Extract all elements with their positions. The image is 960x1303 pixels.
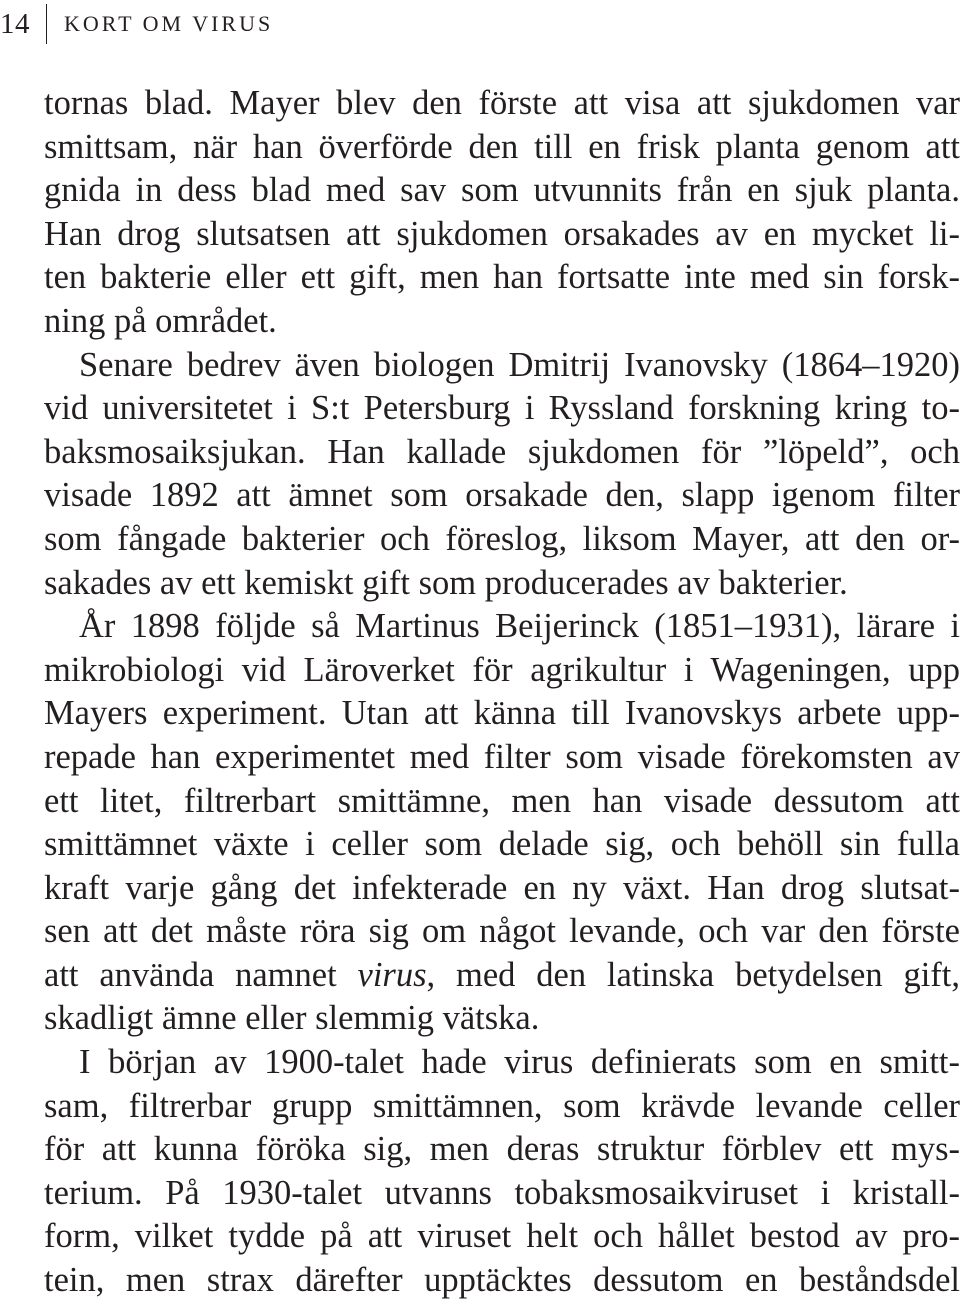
text-line: sakades av ett kemiskt gift som producerades av bakterier.	[44, 563, 848, 602]
text-line: Mayers experiment. Utan att känna till Ivanovskys arbete upp-	[44, 694, 960, 733]
text-line: visade 1892 att ämnet som orsakade den, slapp igenom filter	[44, 476, 960, 515]
text-line: ett litet, filtrerbart smittämne, men han visade dessutom att	[44, 781, 960, 820]
text-line: tornas blad. Mayer blev den förste att visa att sjukdomen var	[44, 84, 960, 122]
text-line: skadligt ämne eller slemmig vätska.	[44, 999, 540, 1038]
text-line: tein, men strax därefter upptäcktes dessutom en beståndsdel	[44, 1261, 960, 1300]
body-text	[44, 82, 960, 1303]
text-line	[44, 954, 960, 998]
text-line: för att kunna föröka sig, men deras struktur förblev ett mys-	[44, 1130, 960, 1169]
text-line: form, vilket tydde på att viruset helt och hållet bestod av pro-	[44, 1217, 960, 1256]
text-line: ten bakterie eller ett gift, men han fortsatte inte med sin forsk-	[44, 258, 960, 297]
page-header	[0, 4, 273, 44]
text-line: Han drog slutsatsen att sjukdomen orsakades av en mycket li-	[44, 214, 960, 253]
text-line: mikrobiologi vid Läroverket för agrikultur i Wageningen, upp	[44, 650, 960, 689]
text-line: ning på området.	[44, 301, 277, 340]
text-line: gnida in dess blad med sav som utvunnits från en sjuk planta.	[44, 171, 960, 210]
page-number: 14	[0, 8, 30, 40]
text-line: sen att det måste röra sig om något levande, och var den förste	[44, 912, 960, 951]
text-line: som fångade bakterier och föreslog, liksom Mayer, att den or-	[44, 519, 960, 558]
text-span: , med den latinska betydelsen gift,	[426, 955, 960, 994]
text-line: I början av 1900-talet hade virus definierats som en smitt-	[79, 1043, 960, 1082]
text-line: smittsam, när han överförde den till en frisk planta genom att	[44, 127, 960, 166]
text-line: smittämnet växte i celler som delade sig, och behöll sin fulla	[44, 825, 960, 864]
text-line: terium. På 1930-talet utvanns tobaksmosaikviruset i kristall-	[44, 1173, 960, 1212]
text-line: repade han experimentet med filter som visade förekomsten av	[44, 737, 960, 776]
text-line: sam, filtrerbar grupp smittämnen, som krävde levande celler	[44, 1086, 960, 1125]
running-head: KORT OM VIRUS	[64, 11, 274, 36]
text-line: Senare bedrev även biologen Dmitrij Ivanovsky (1864–1920)	[79, 345, 960, 384]
text-line: År 1898 följde så Martinus Beijerinck (1851–1931), lärare i	[79, 607, 960, 646]
text-line: baksmosaiksjukan. Han kallade sjukdomen för ”löpeld”, och	[44, 432, 960, 471]
text-span: att använda namnet	[44, 955, 358, 994]
text-line: kraft varje gång det infekterade en ny växt. Han drog slutsat-	[44, 868, 960, 907]
text-line: vid universitetet i S:t Petersburg i Ryssland forskning kring to-	[44, 389, 960, 428]
italic-term: virus	[357, 955, 427, 994]
